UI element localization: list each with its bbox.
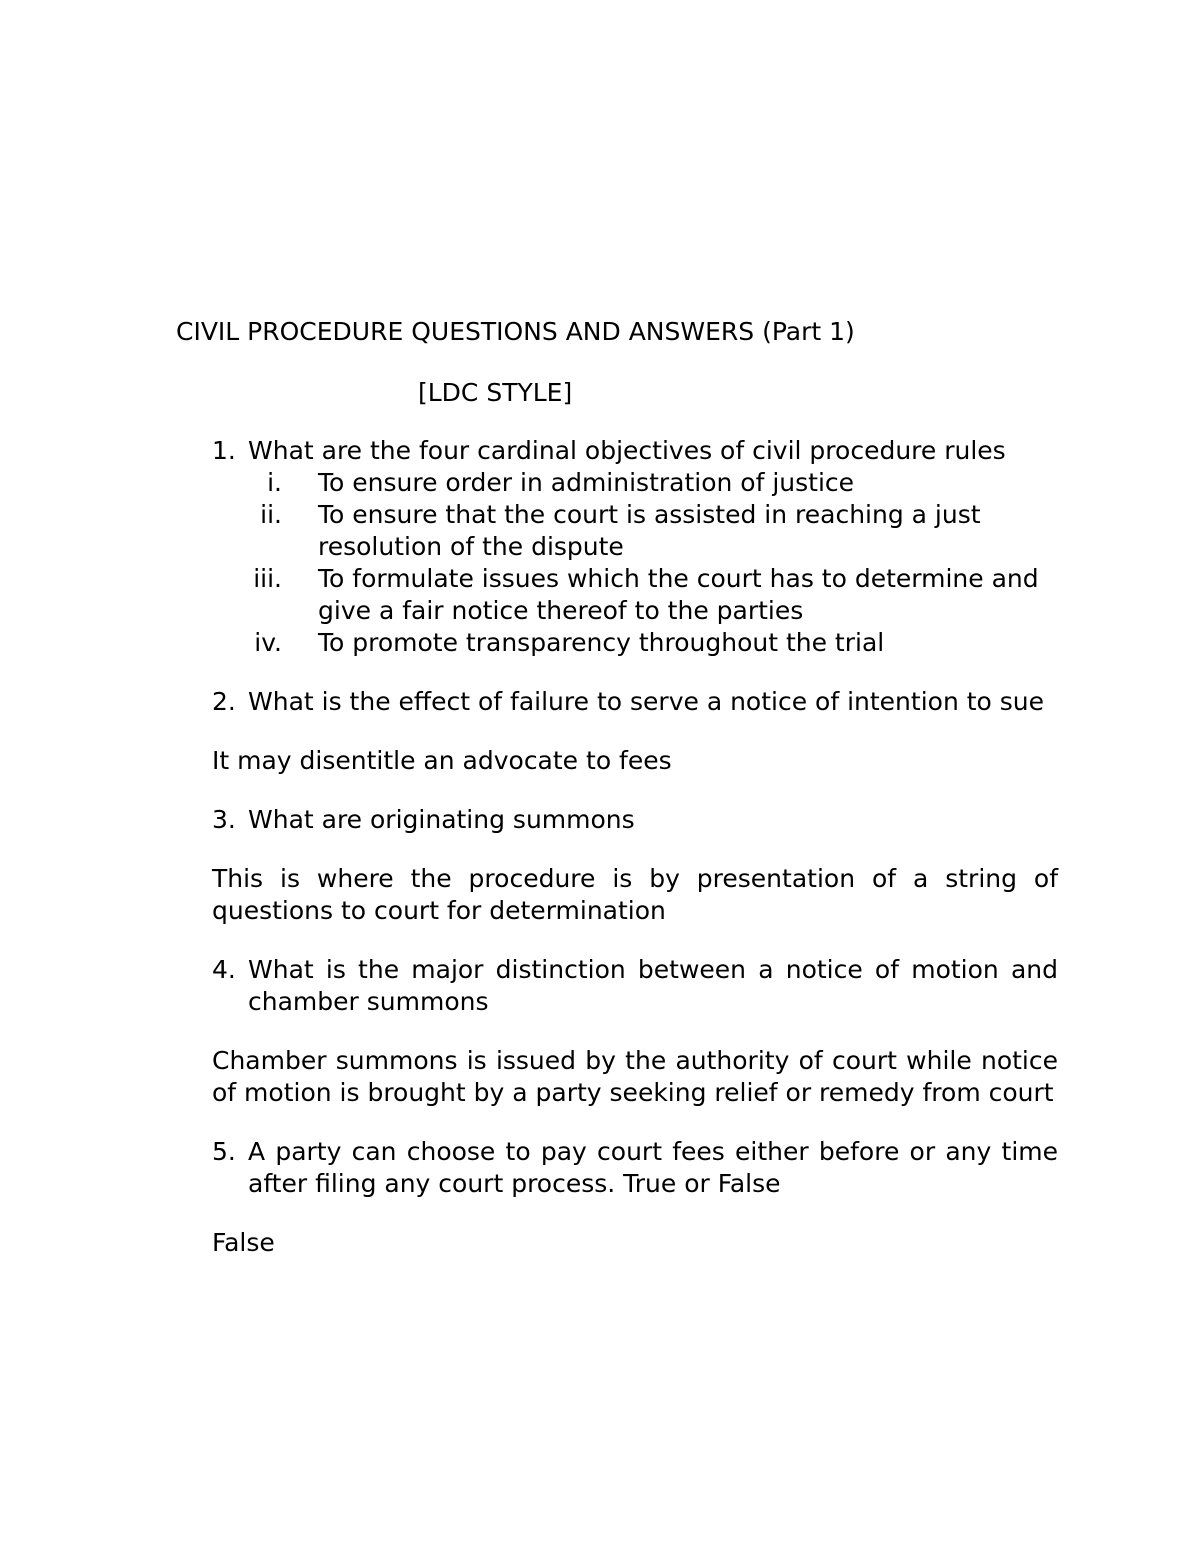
list-item-number: ii. xyxy=(260,500,282,529)
question-text: What are the four cardinal objectives of civil procedure rules xyxy=(248,436,1006,465)
question-text: What are originating summons xyxy=(248,805,635,834)
question-number: 3. xyxy=(212,805,236,834)
list-item-text: To ensure that the court is assisted in reaching a just resolution of the dispute xyxy=(318,500,981,561)
question-number: 2. xyxy=(212,687,236,716)
document-subtitle: [LDC STYLE] xyxy=(418,378,573,407)
list-item xyxy=(212,499,1058,563)
answer-4: Chamber summons is issued by the authority of court while notice of motion is brought by a party seeking relief or remedy from court xyxy=(212,1046,1058,1107)
question-2 xyxy=(212,686,1058,718)
list-item-number: iii. xyxy=(253,564,282,593)
list-item xyxy=(212,563,1058,627)
question-number: 4. xyxy=(212,955,236,984)
question-3 xyxy=(212,804,1058,836)
qa-content xyxy=(212,435,1058,1259)
list-item-text: To promote transparency throughout the trial xyxy=(318,628,885,657)
answer-2: It may disentitle an advocate to fees xyxy=(212,746,672,775)
list-item-number: iv. xyxy=(254,628,282,657)
answer-list-1 xyxy=(212,467,1058,659)
question-text: What is the major distinction between a notice of motion and chamber summons xyxy=(248,955,1058,1016)
question-1 xyxy=(212,435,1058,467)
answer-3: This is where the procedure is by presentation of a string of questions to court for determination xyxy=(212,864,1058,925)
question-text: What is the effect of failure to serve a notice of intention to sue xyxy=(248,687,1045,716)
question-number: 5. xyxy=(212,1137,236,1166)
question-number: 1. xyxy=(212,436,236,465)
question-5 xyxy=(212,1136,1058,1200)
list-item xyxy=(212,627,1058,659)
list-item-text: To ensure order in administration of justice xyxy=(318,468,855,497)
question-text: A party can choose to pay court fees either before or any time after filing any court process. True or False xyxy=(248,1137,1058,1198)
answer-5: False xyxy=(212,1228,275,1257)
list-item-text: To formulate issues which the court has to determine and give a fair notice thereof to the parties xyxy=(318,564,1039,625)
list-item-number: i. xyxy=(267,468,282,497)
document-title: CIVIL PROCEDURE QUESTIONS AND ANSWERS (Part 1) xyxy=(176,317,855,346)
question-4 xyxy=(212,954,1058,1018)
list-item xyxy=(212,467,1058,499)
